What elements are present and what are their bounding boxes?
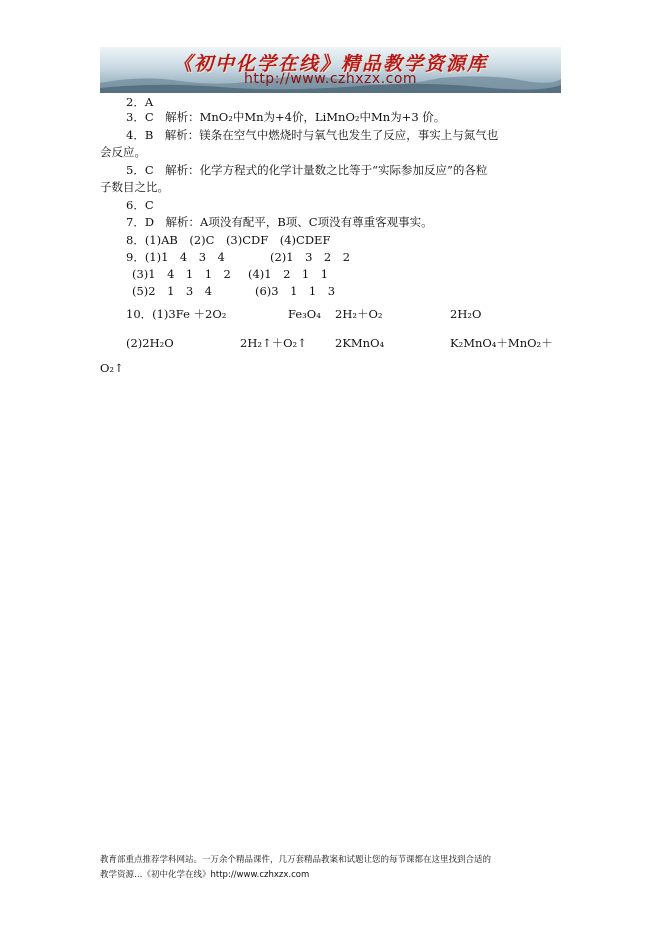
answer-6: 6．C [126,198,154,212]
footer-line-2[interactable]: 教学资源…《初中化学在线》http://www.czhxzx.com [100,870,310,880]
header-banner [100,47,561,93]
answer-7: 7．D 解析：A项没有配平，B项、C项没有尊重客观事实。 [126,215,433,229]
answer-4-line-1: 4．B 解析：镁条在空气中燃烧时与氧气也发生了反应，事实上与氮气也 [126,128,499,142]
answer-5-line-2: 子数目之比。 [100,180,169,194]
answer-2: 2．A [126,95,154,109]
answer-4-line-2: 会反应。 [100,145,146,159]
answer-9-part-4: (4)1 2 1 1 [248,267,329,281]
answer-10-eq1-reactants: 10．(1)3Fe ＋2O₂ [126,307,227,321]
answer-10-eq4-reactant: 2KMnO₄ [335,336,385,350]
banner-url[interactable]: http://www.czhxzx.com [243,71,418,87]
answer-8: 8．(1)AB (2)C (3)CDF (4)CDEF [126,233,331,247]
answer-10-eq4-products: K₂MnO₄＋MnO₂＋ [450,336,553,350]
answer-9-part-3: (3)1 4 1 1 2 [132,267,231,281]
answer-5-line-1: 5．C 解析：化学方程式的化学计量数之比等于“实际参加反应”的各粒 [126,163,488,177]
answer-10-eq2-reactants: 2H₂＋O₂ [335,307,383,321]
answer-10-eq4-continued: O₂↑ [100,361,124,375]
answer-10-eq2-product: 2H₂O [450,307,482,321]
answer-9-part-2: (2)1 3 2 2 [270,250,351,264]
banner-title: 《初中化学在线》精品教学资源库 [172,53,488,75]
answer-10-eq3-reactant: (2)2H₂O [126,336,174,350]
answer-9-part-1: 9．(1)1 4 3 4 [126,250,225,264]
answer-9-part-5: (5)2 1 3 4 [132,284,213,298]
page-footer [100,853,570,883]
footer-line-1: 教育部重点推荐学科网站。一万余个精品课件，几万套精品教案和试题让您的每节课都在这里找到合适的 [100,855,492,865]
answer-9-part-6: (6)3 1 1 3 [255,284,336,298]
answer-10-eq1-product: Fe₃O₄ [288,307,321,321]
answer-10-eq3-products: 2H₂↑＋O₂↑ [240,336,307,350]
answer-3: 3．C 解析：MnO₂中Mn为+4价，LiMnO₂中Mn为+3 价。 [126,110,446,124]
